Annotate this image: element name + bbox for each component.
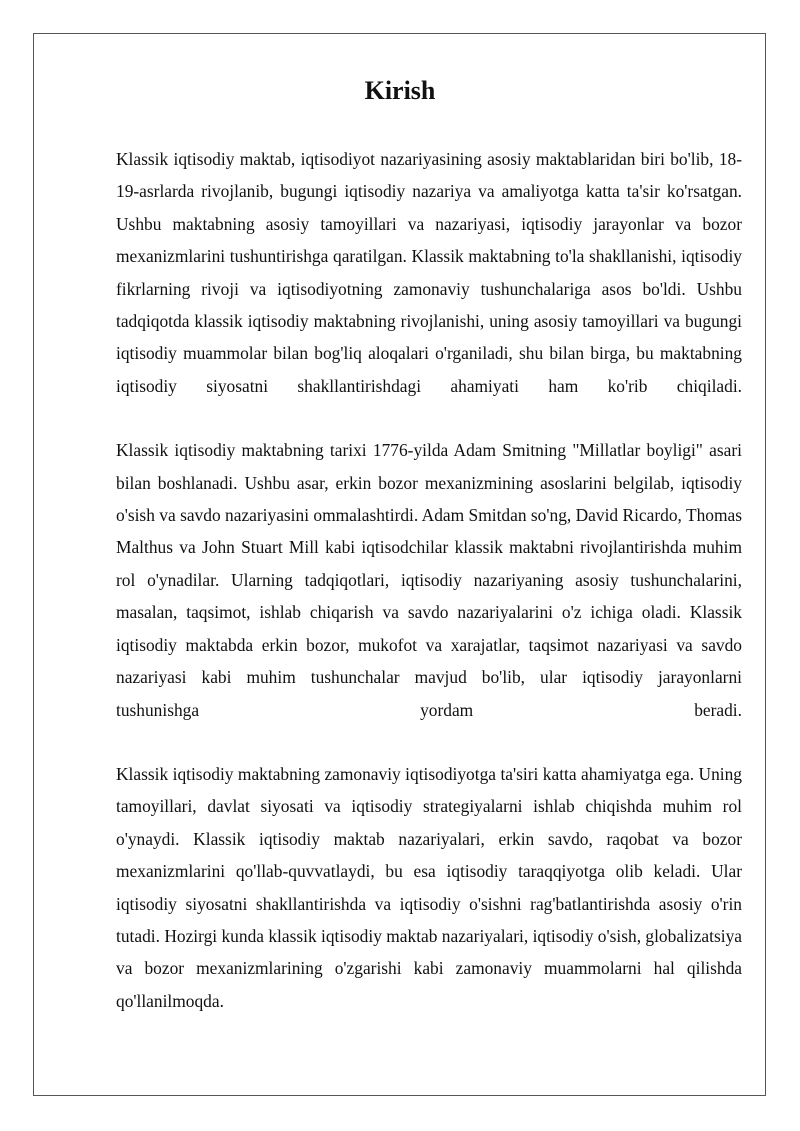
document-body — [116, 143, 742, 1049]
document-title: Kirish — [364, 76, 436, 105]
paragraph-1: Klassik iqtisodiy maktab, iqtisodiyot nazariyasining asosiy maktablaridan biri bo'lib, 18-19-asrlarda rivojlanib, bugungi iqtisodiy nazariya va amaliyotga katta ta'sir ko'rsatgan. Ushbu maktabning asosiy tamoyillari va nazariyasi, iqtisodiy jarayonlar va bozor mexanizmlarini tushuntirishga qaratilgan. Klassik maktabning to'la shakllanishi, iqtisodiy fikrlarning rivoji va iqtisodiyotning zamonaviy tushunchalariga asos bo'ldi. Ushbu tadqiqotda klassik iqtisodiy maktabning rivojlanishi, uning asosiy tamoyillari va bugungi iqtisodiy muammolar bilan bog'liq aloqalari o'rganiladi, shu bilan birga, bu maktabning iqtisodiy siyosatni shakllantirishdagi ahamiyati ham ko'rib chiqiladi. — [116, 149, 742, 396]
paragraph-2: Klassik iqtisodiy maktabning tarixi 1776-yilda Adam Smitning "Millatlar boyligi" asari bilan boshlanadi. Ushbu asar, erkin bozor mexanizmining asoslarini belgilab, iqtisodiy o'sish va savdo nazariyasini ommalashtirdi. Adam Smitdan so'ng, David Ricardo, Thomas Malthus va John Stuart Mill kabi iqtisodchilar klassik maktabni rivojlantirishda muhim rol o'ynadilar. Ularning tadqiqotlari, iqtisodiy nazariyaning asosiy tushunchalarini, masalan, taqsimot, ishlab chiqarish va savdo nazariyalarini o'z ichiga oladi. Klassik iqtisodiy maktabda erkin bozor, mukofot va xarajatlar, taqsimot nazariyasi va savdo nazariyasi kabi muhim tushunchalar mavjud bo'lib, ular iqtisodiy jarayonlarni tushunishga yordam beradi. — [116, 440, 742, 720]
paragraph-3: Klassik iqtisodiy maktabning zamonaviy iqtisodiyotga ta'siri katta ahamiyatga ega. Uning tamoyillari, davlat siyosati va iqtisodiy strategiyalarni ishlab chiqishda muhim rol o'ynaydi. Klassik iqtisodiy maktab nazariyalari, erkin savdo, raqobat va bozor mexanizmlarini qo'llab-quvvatlaydi, bu esa iqtisodiy taraqqiyotga olib keladi. Ular iqtisodiy siyosatni shakllantirishda va iqtisodiy o'sishni rag'batlantirishda asosiy o'rin tutadi. Hozirgi kunda klassik iqtisodiy maktab nazariyalari, iqtisodiy o'sish, globalizatsiya va bozor mexanizmlarining o'zgarishi kabi zamonaviy muammolarni hal qilishda qo'llanilmoqda. — [116, 763, 742, 1011]
